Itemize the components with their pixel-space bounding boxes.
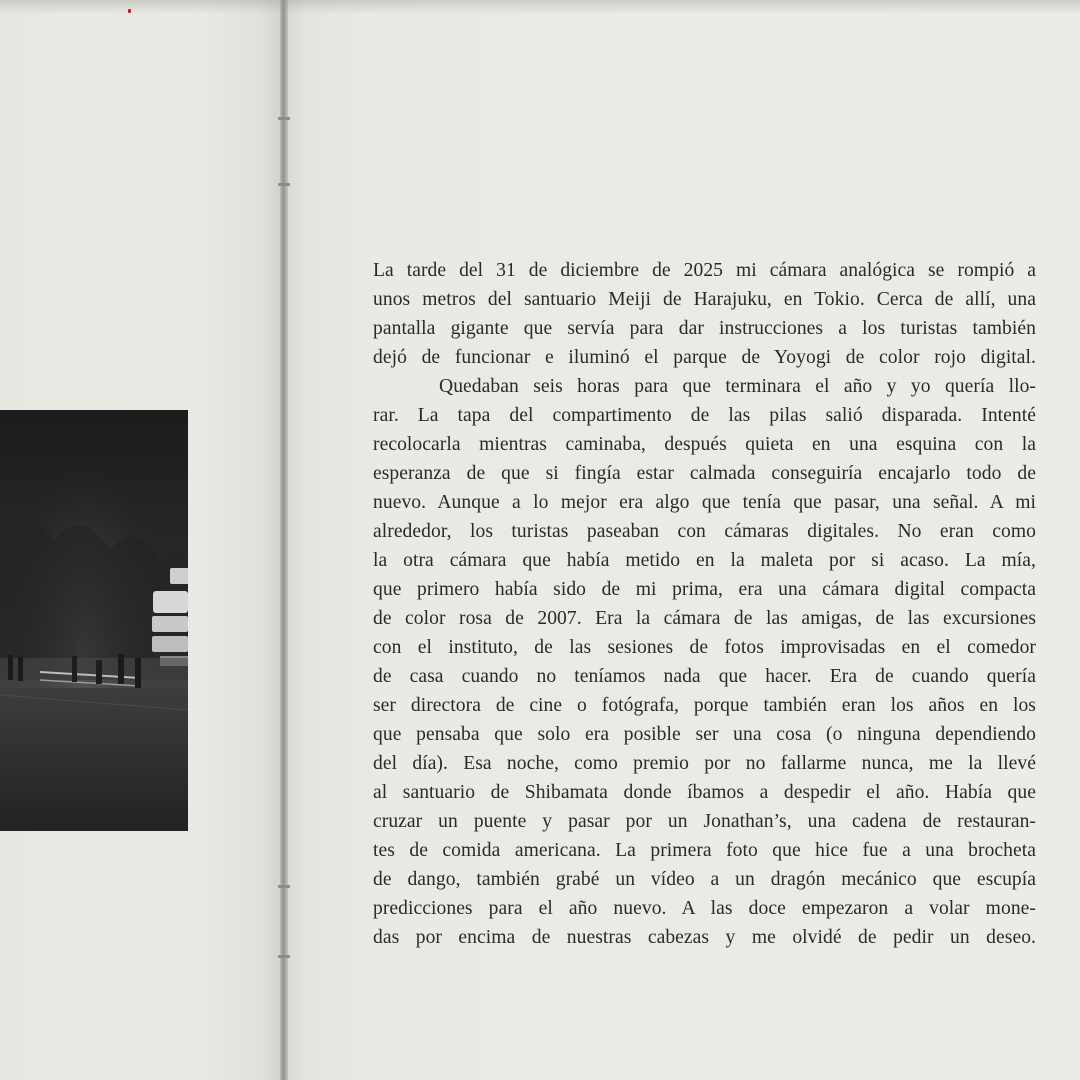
binding-stitch	[278, 117, 290, 120]
night-street-photo	[0, 410, 188, 831]
paper-speck	[128, 9, 131, 13]
text-line: de color rosa de 2007. Era la cámara de las amigas, de las excursiones	[373, 608, 1036, 629]
paragraph	[373, 256, 1036, 372]
binding-stitch	[278, 885, 290, 888]
text-line: rar. La tapa del compartimento de las pilas salió disparada. Intenté	[373, 405, 1036, 426]
text-line: ser directora de cine o fotógrafa, porque también eran los años en los	[373, 695, 1036, 716]
text-line: dejó de funcionar e iluminó el parque de Yoyogi de color rojo digital.	[373, 347, 1036, 368]
text-line: La tarde del 31 de diciembre de 2025 mi cámara analógica se rompió a	[373, 260, 1036, 281]
text-line: del día). Esa noche, como premio por no fallarme nunca, me la llevé	[373, 753, 1036, 774]
photo-illustration	[0, 410, 188, 831]
text-line: nuevo. Aunque a lo mejor era algo que tenía que pasar, una señal. A mi	[373, 492, 1036, 513]
text-line: al santuario de Shibamata donde íbamos a despedir el año. Había que	[373, 782, 1036, 803]
text-line: Quedaban seis horas para que terminara el año y yo quería llo-	[439, 376, 1036, 397]
book-gutter	[280, 0, 288, 1080]
text-line: cruzar un puente y pasar por un Jonathan’s, una cadena de restauran-	[373, 811, 1036, 832]
text-line: predicciones para el año nuevo. A las doce empezaron a volar mone-	[373, 898, 1036, 919]
text-line: que primero había sido de mi prima, era una cámara digital compacta	[373, 579, 1036, 600]
text-line: esperanza de que si fingía estar calmada conseguiría encajarlo todo de	[373, 463, 1036, 484]
text-line: das por encima de nuestras cabezas y me olvidé de pedir un deseo.	[373, 927, 1036, 948]
text-line: la otra cámara que había metido en la maleta por si acaso. La mía,	[373, 550, 1036, 571]
body-text	[373, 256, 1036, 952]
binding-stitch	[278, 955, 290, 958]
text-line: de dango, también grabé un vídeo a un dragón mecánico que escupía	[373, 869, 1036, 890]
text-line: tes de comida americana. La primera foto que hice fue a una brocheta	[373, 840, 1036, 861]
binding-stitch	[278, 183, 290, 186]
paragraph	[373, 372, 1036, 952]
text-line: recolocarla mientras caminaba, después quieta en una esquina con la	[373, 434, 1036, 455]
text-line: que pensaba que solo era posible ser una cosa (o ninguna dependiendo	[373, 724, 1036, 745]
text-line: alrededor, los turistas paseaban con cámaras digitales. No eran como	[373, 521, 1036, 542]
text-line: con el instituto, de las sesiones de fotos improvisadas en el comedor	[373, 637, 1036, 658]
text-line: unos metros del santuario Meiji de Harajuku, en Tokio. Cerca de allí, una	[373, 289, 1036, 310]
text-line: pantalla gigante que servía para dar instrucciones a los turistas también	[373, 318, 1036, 339]
text-line: de casa cuando no teníamos nada que hacer. Era de cuando quería	[373, 666, 1036, 687]
